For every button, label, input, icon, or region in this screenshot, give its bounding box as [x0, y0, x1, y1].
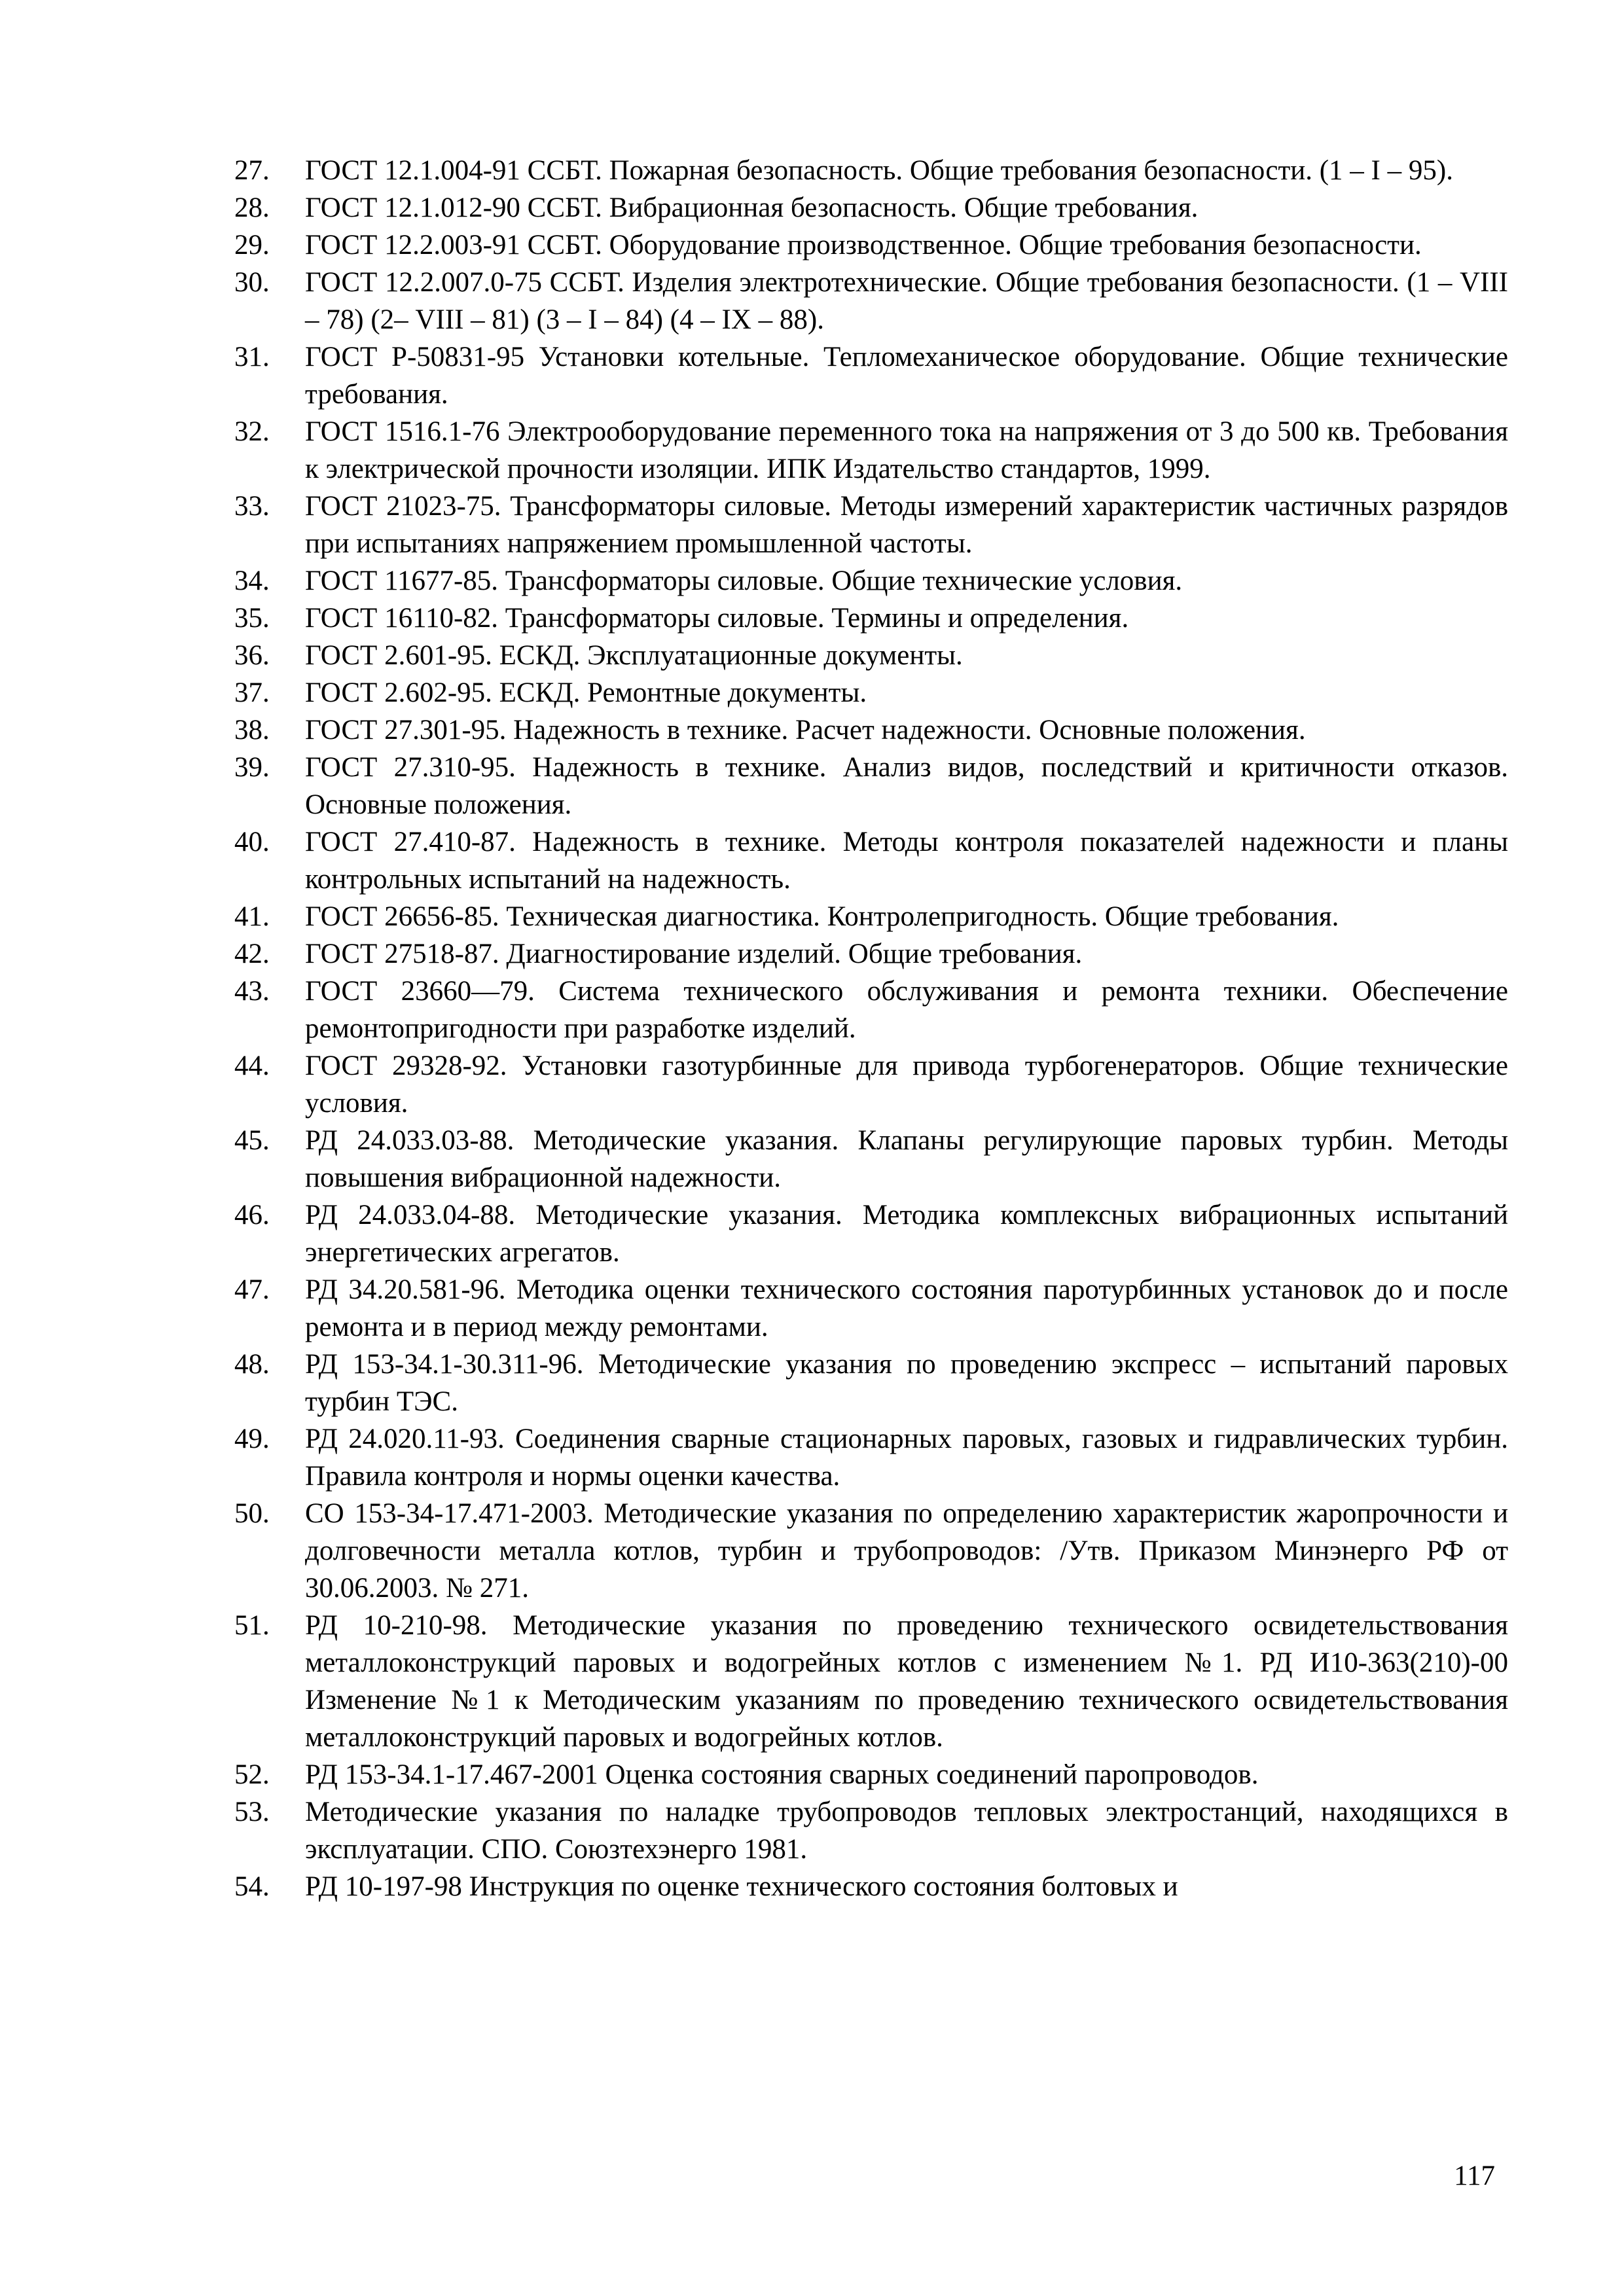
reference-text: РД 24.020.11-93. Соединения сварные стационарных паровых, газовых и гидравлических турбин. Правила контроля и нормы оценки качества.	[305, 1424, 1508, 1492]
reference-text: ГОСТ 27518-87. Диагностирование изделий. Общие требования.	[305, 939, 1083, 969]
reference-item	[234, 711, 1508, 749]
reference-item	[234, 674, 1508, 711]
reference-number: 34.	[234, 565, 270, 596]
reference-number: 39.	[234, 752, 270, 783]
reference-item	[234, 1756, 1508, 1793]
reference-text: РД 24.033.04-88. Методические указания. Методика комплексных вибрационных испытаний энергетических агрегатов.	[305, 1200, 1508, 1268]
reference-item	[234, 562, 1508, 600]
reference-list	[234, 152, 1508, 1905]
reference-item	[234, 637, 1508, 674]
reference-number: 49.	[234, 1424, 270, 1454]
reference-number: 50.	[234, 1498, 270, 1529]
reference-item	[234, 1495, 1508, 1607]
reference-text: ГОСТ 1516.1-76 Электрооборудование переменного тока на напряжения от 3 до 500 кв. Требования к электрической прочности изоляции. ИПК Издательство стандартов, 1999.	[305, 416, 1508, 484]
reference-item	[234, 226, 1508, 264]
reference-item	[234, 1346, 1508, 1420]
reference-number: 28.	[234, 192, 270, 223]
reference-number: 46.	[234, 1200, 270, 1230]
reference-text: ГОСТ 27.410-87. Надежность в технике. Методы контроля показателей надежности и планы контрольных испытаний на надежность.	[305, 827, 1508, 895]
reference-item	[234, 413, 1508, 488]
reference-number: 32.	[234, 416, 270, 447]
reference-item	[234, 823, 1508, 898]
reference-item	[234, 1047, 1508, 1122]
reference-item	[234, 1196, 1508, 1271]
reference-item	[234, 1793, 1508, 1868]
reference-text: СО 153-34-17.471-2003. Методические указания по определению характеристик жаропрочности и долговечности металла котлов, турбин и трубопроводов: /Утв. Приказом Минэнерго РФ от 30.06.2003. № 271.	[305, 1498, 1508, 1604]
reference-number: 40.	[234, 827, 270, 857]
reference-text: ГОСТ 16110-82. Трансформаторы силовые. Термины и определения.	[305, 603, 1129, 634]
reference-number: 27.	[234, 155, 270, 186]
reference-text: ГОСТ 12.1.004-91 ССБТ. Пожарная безопасность. Общие требования безопасности. (1 – I – 95).	[305, 155, 1453, 186]
reference-number: 29.	[234, 230, 270, 260]
reference-number: 51.	[234, 1610, 270, 1641]
reference-text: ГОСТ 2.601-95. ЕСКД. Эксплуатационные документы.	[305, 640, 963, 671]
reference-number: 36.	[234, 640, 270, 671]
reference-item	[234, 749, 1508, 823]
reference-text: РД 24.033.03-88. Методические указания. Клапаны регулирующие паровых турбин. Методы повышения вибрационной надежности.	[305, 1125, 1508, 1193]
reference-item	[234, 1868, 1508, 1905]
reference-text: РД 153-34.1-30.311-96. Методические указания по проведению экспресс – испытаний паровых турбин ТЭС.	[305, 1349, 1508, 1417]
reference-item	[234, 600, 1508, 637]
reference-text: РД 10-210-98. Методические указания по проведению технического освидетельствования металлоконструкций паровых и водогрейных котлов с изменением №1. РД И10-363(210)-00 Изменение №1 к Методическим указаниям по проведению технического освидетельствования металлоконструкций паровых и водогрейных котлов.	[305, 1610, 1508, 1753]
reference-text: ГОСТ 12.2.003-91 ССБТ. Оборудование производственное. Общие требования безопасности.	[305, 230, 1422, 260]
reference-item	[234, 935, 1508, 973]
reference-text: РД 153-34.1-17.467-2001 Оценка состояния сварных соединений паропроводов.	[305, 1759, 1259, 1790]
reference-item	[234, 264, 1508, 338]
reference-text: ГОСТ 27.301-95. Надежность в технике. Расчет надежности. Основные положения.	[305, 715, 1306, 745]
reference-item	[234, 338, 1508, 413]
reference-text: ГОСТ 11677-85. Трансформаторы силовые. Общие технические условия.	[305, 565, 1183, 596]
reference-text: ГОСТ Р-50831-95 Установки котельные. Тепломеханическое оборудование. Общие технические требования.	[305, 342, 1508, 410]
reference-number: 45.	[234, 1125, 270, 1156]
reference-item	[234, 898, 1508, 935]
reference-text: РД 34.20.581-96. Методика оценки технического состояния паротурбинных установок до и после ремонта и в период между ремонтами.	[305, 1274, 1508, 1342]
reference-number: 30.	[234, 267, 270, 298]
reference-text: ГОСТ 2.602-95. ЕСКД. Ремонтные документы.	[305, 677, 867, 708]
page-number: 117	[1454, 2161, 1495, 2191]
reference-text: ГОСТ 27.310-95. Надежность в технике. Анализ видов, последствий и критичности отказов. Основные положения.	[305, 752, 1508, 820]
reference-number: 47.	[234, 1274, 270, 1305]
reference-number: 52.	[234, 1759, 270, 1790]
reference-number: 41.	[234, 901, 270, 932]
reference-item	[234, 1122, 1508, 1196]
reference-item	[234, 189, 1508, 226]
reference-item	[234, 1607, 1508, 1756]
reference-text: ГОСТ 21023-75. Трансформаторы силовые. Методы измерений характеристик частичных разрядов при испытаниях напряжением промышленной частоты.	[305, 491, 1508, 559]
reference-text: Методические указания по наладке трубопроводов тепловых электростанций, находящихся в эксплуатации. СПО. Союзтехэнерго 1981.	[305, 1797, 1508, 1865]
reference-item	[234, 973, 1508, 1047]
reference-item	[234, 1271, 1508, 1346]
reference-item	[234, 152, 1508, 189]
reference-number: 43.	[234, 976, 270, 1007]
reference-number: 37.	[234, 677, 270, 708]
reference-item	[234, 1420, 1508, 1495]
reference-number: 38.	[234, 715, 270, 745]
reference-number: 44.	[234, 1050, 270, 1081]
reference-text: ГОСТ 12.1.012-90 ССБТ. Вибрационная безопасность. Общие требования.	[305, 192, 1199, 223]
reference-number: 33.	[234, 491, 270, 522]
reference-number: 35.	[234, 603, 270, 634]
reference-text: РД 10-197-98 Инструкция по оценке технического состояния болтовых и	[305, 1871, 1178, 1902]
reference-number: 42.	[234, 939, 270, 969]
reference-number: 48.	[234, 1349, 270, 1380]
reference-number: 53.	[234, 1797, 270, 1827]
reference-text: ГОСТ 23660—79. Система технического обслуживания и ремонта техники. Обеспечение ремонтопригодности при разработке изделий.	[305, 976, 1508, 1044]
reference-number: 54.	[234, 1871, 270, 1902]
reference-text: ГОСТ 26656-85. Техническая диагностика. Контролепригодность. Общие требования.	[305, 901, 1339, 932]
reference-number: 31.	[234, 342, 270, 372]
reference-text: ГОСТ 29328-92. Установки газотурбинные для привода турбогенераторов. Общие технические условия.	[305, 1050, 1508, 1119]
reference-item	[234, 488, 1508, 562]
reference-text: ГОСТ 12.2.007.0-75 ССБТ. Изделия электротехнические. Общие требования безопасности. (1 – VIII – 78) (2– VIII – 81) (3 – I – 84) (4 – IX – 88).	[305, 267, 1508, 335]
